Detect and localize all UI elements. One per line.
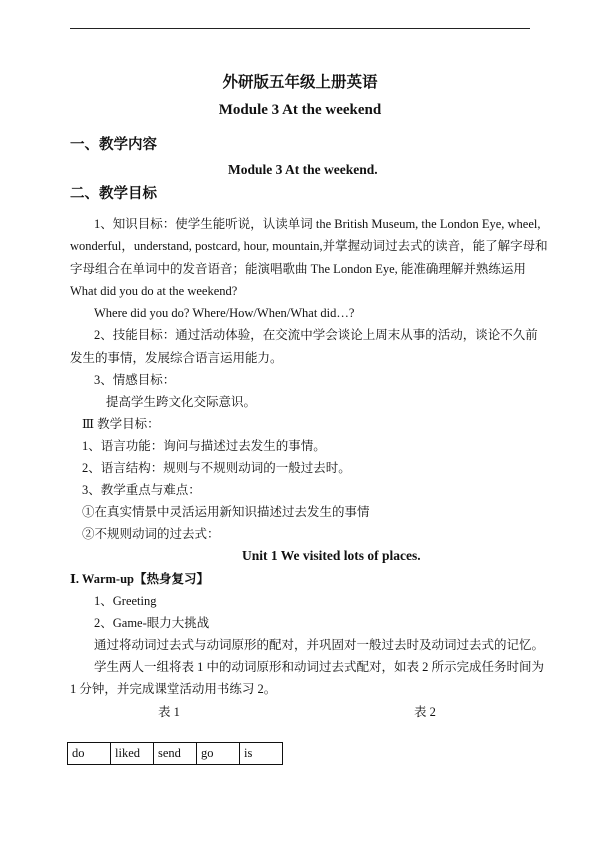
sub3-item2: 2、语言结构：规则与不规则动词的一般过去时。 xyxy=(82,461,351,475)
header-rule xyxy=(70,28,530,29)
goal1-line2: wonderful，understand, postcard, hour, mountain,并掌握动词过去式的读音，能了解字母和 xyxy=(70,239,548,253)
section1-heading: 一、教学内容 xyxy=(70,137,157,153)
table-row xyxy=(68,743,283,765)
table1-label: 表 1 xyxy=(158,705,180,719)
goal2-line2: 发生的事情，发展综合语言运用能力。 xyxy=(70,351,283,365)
table1 xyxy=(67,742,283,765)
sub3-item3: 3、教学重点与难点： xyxy=(82,483,201,497)
table-cell-send: send xyxy=(154,743,197,765)
paragraph2-line2: 1 分钟，并完成课堂活动用书练习 2。 xyxy=(70,682,277,696)
warmup-item1: 1、Greeting xyxy=(94,594,157,608)
section2-heading: 二、教学目标 xyxy=(70,186,157,202)
goal3-heading: 3、情感目标： xyxy=(94,373,176,387)
warmup-item2: 2、Game-眼力大挑战 xyxy=(94,616,210,630)
table-cell-go: go xyxy=(197,743,240,765)
goal1-line1: 1、知识目标：使学生能听说，认读单词 the British Museum, the London Eye, wheel, xyxy=(94,217,541,231)
goal1-line3: 字母组合在单词中的发音语音；能演唱歌曲 The London Eye, 能准确理解并熟练运用 xyxy=(70,262,526,276)
warmup-heading-text: Warm-up【热身复习】 xyxy=(81,572,209,586)
unit-title: Unit 1 We visited lots of places. xyxy=(242,548,421,563)
goal1-line5: Where did you do? Where/How/When/What did…? xyxy=(94,306,355,320)
warmup-prefix: Ⅰ. xyxy=(70,572,79,586)
table-cell-is: is xyxy=(240,743,283,765)
point2: ②不规则动词的过去式： xyxy=(82,527,220,541)
warmup-heading xyxy=(70,571,209,587)
paragraph1: 通过将动词过去式与动词原形的配对，并巩固对一般过去时及动词过去式的记忆。 xyxy=(94,638,545,652)
sub3-item1: 1、语言功能：询问与描述过去发生的事情。 xyxy=(82,439,326,453)
document-subtitle: Module 3 At the weekend xyxy=(218,102,382,118)
goal2-line1: 2、技能目标：通过活动体验，在交流中学会谈论上周末从事的活动，谈论不久前 xyxy=(94,328,538,342)
table-cell-do: do xyxy=(68,743,111,765)
section1-content: Module 3 At the weekend. xyxy=(228,162,378,177)
table2-label: 表 2 xyxy=(414,705,436,719)
goal3-content: 提高学生跨文化交际意识。 xyxy=(106,395,257,409)
document-title: 外研版五年级上册英语 xyxy=(222,74,378,91)
point1: ①在真实情景中灵活运用新知识描述过去发生的事情 xyxy=(82,505,370,519)
table-cell-liked: liked xyxy=(111,743,154,765)
paragraph2-line1: 学生两人一组将表 1 中的动词原形和动词过去式配对，如表 2 所示完成任务时间为 xyxy=(94,660,545,674)
sub3-heading: Ⅲ 教学目标： xyxy=(82,417,160,431)
goal1-line4: What did you do at the weekend? xyxy=(70,284,238,298)
